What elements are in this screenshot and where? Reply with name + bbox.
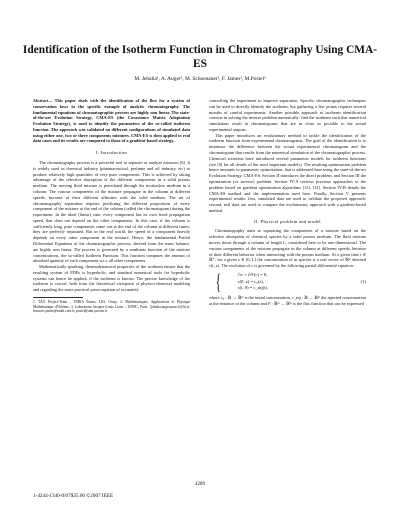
isbn-copyright: 1-4244-1340-0/07$25.00 ©2007 IEEE: [33, 493, 114, 499]
body-paragraph: controlling the experiment to improve separation. Specific chromatographic techniques can be used to directly identify the isotherm, but gathering a few points requires several months of careful experiments. Another possible approach to isotherm identification consists in solving the inverse problem numerically: find the isotherm such that numerical simulations result in chromatograms that are as close as possible to the actual experimental outputs.: [209, 98, 366, 132]
affiliation-footnote: 1. TAO Project-Team – INRIA Futurs, LRI, Orsay, 2. Mathématiques, Applications et Physique Mathématique d'Orléans, 3. Laboratoire Jacques-Louis Lions – UPMC, Paris. {jebalia,auger,marc}@lri.fr, francois.james@math.cnrs.fr, postel@ann.jussieu.fr: [33, 300, 190, 314]
left-column: [33, 98, 190, 314]
intro-paragraph: Mathematically speaking, thermodynamical properties of the isotherm ensure that the resulting system of PDEs is hyperbolic, and standard numerical tools for hyperbolic systems can hence be applied, if the isotherm is known: The precise knowledge of the isotherm is crucial, both from the theoretical viewpoint of physico-chemical modeling and regarding the more practical preoccupation of accurately: [33, 264, 190, 293]
abstract-label: Abstract: [33, 98, 48, 103]
equation-line: ∂ₜc + ∂ₜF(c) = 0,: [237, 272, 268, 278]
equation-line: c(t, 0) = c_inj(t),: [237, 285, 269, 291]
body-paragraph: where c₀ : ℝ → ℝᵐ is the initial concentration, c_inj : ℝ → ℝᵐ the injected concentration at the entrance of the column and F : ℝᵐ → ℝᵐ is the flux function that can be expressed: [209, 294, 366, 306]
equation-1: [213, 268, 366, 294]
equation-brace: {: [215, 268, 221, 294]
body-paragraph: Chromatography aims at separating the components of a mixture based on the selective absorption of chemical species by a solid porous medium. The fluid mixture moves down through a column of length L, considered here to be one-dimensional. The various components of the mixture propagate in the column at different speeds, because of their different behavior when interacting with the porous medium. At a given time t ∈ ℝ⁺, for a given z ∈ [0, L] the concentration of m species is a real vector of ℝᵐ denoted c(t, z). The evolution of c is governed by the following partial differential equation:: [209, 228, 366, 269]
equation-number: (1): [360, 278, 366, 284]
abstract: [33, 98, 190, 144]
author-list: M. Jebalia¹, A. Auger¹, M. Schoenauer¹, F. James², M.Postel³: [134, 76, 266, 82]
section-heading-introduction: I. Introduction: [95, 150, 128, 156]
page-number: 4289: [195, 482, 205, 487]
footnote-divider: [33, 297, 83, 298]
paper-title: Identification of the Isotherm Function in Chromatography Using CMA-ES: [22, 44, 378, 70]
equation-line: c(0, z) = c₀(z),: [237, 278, 265, 284]
equation-lines: [226, 272, 354, 292]
right-column: [209, 98, 366, 306]
abstract-text: — This paper deals with the identification of the flux for a system of conservation laws in the specific example of analytic chromatography. The fundamental equations of chromatographic process are highly non linear. The state-of-the-art Evolution Strategy, CMA-ES (the Covariance Matrix Adaptation Evolution Strategy), is used to identify the parameters of the so-called isotherm function. The approach was validated on different configurations of simulated data using either one, two or three components mixtures. CMA-ES is then applied to real data cases and its results are compared to those of a gradient-based strategy.: [33, 98, 190, 144]
intro-paragraph: The chromatography process is a powerful tool to separate or analyze mixtures [6]. It is widely used in chemical industry (pharmaceutical, perfume and oil industry, etc) to produce relatively high quantities of very pure components. This is achieved by taking advantage of the selective absorption of the different components in a solid porous medium. The moving fluid mixture is percolated through the motionless medium in a column. The various components of the mixture propagate in the column at different speeds, because of their different affinities with the solid medium. The art of chromatography separation requires predicting the different proportions of every component of the mixture at the end of the column (called the chromatogram) during the experiment. In the ideal (linear) case, every component has its own fixed propagation speed, that does not depend on the other components. In this case, if the column is sufficiently long, pure components come out at the end of the column at different times: they are perfectly separated. But in the real world, the speed of a component heavily depends on every other component in the mixture. Hence, the fundamental Partial Differential Equations of the chromatographic process, derived from the mass balance, are highly non linear. The process is governed by a nonlinear function of the mixture concentrations, the so-called Isotherm Function. This function computes the amount of absorbed quantity of each component w.r.t. all other components.: [33, 160, 190, 264]
section-heading-physical-problem: II. Physical problem and model: [254, 218, 321, 224]
body-paragraph: This paper introduces an evolutionary method to tackle the identification of the isotherm function from experimental chromatograms. The goal of the identification is to minimize the difference between the actual experimental chromatogram and the chromatogram that results from the numerical simulation of the chromatographic process. Chemical scientists have introduced several parametric models for isotherm functions (see [6] for all details of the most important models). The resulting optimization problem hence amounts to parametric optimization, that is addressed here using the state-of-the-art Evolution Strategy, CMA-ES. Section II introduces the direct problem, and Section III the optimization (or inverse) problem. Section IV-A reviews previous approaches to the problem based on gradient optimization algorithms [13], [12]. Section IV-B details the CMA-ES method and the implementation used here. Finally, Section V presents experimental results: first, simulated data are used to validate the proposed approach; second, real data are used to compare the evolutionary approach with a gradient-based method.: [209, 132, 366, 213]
